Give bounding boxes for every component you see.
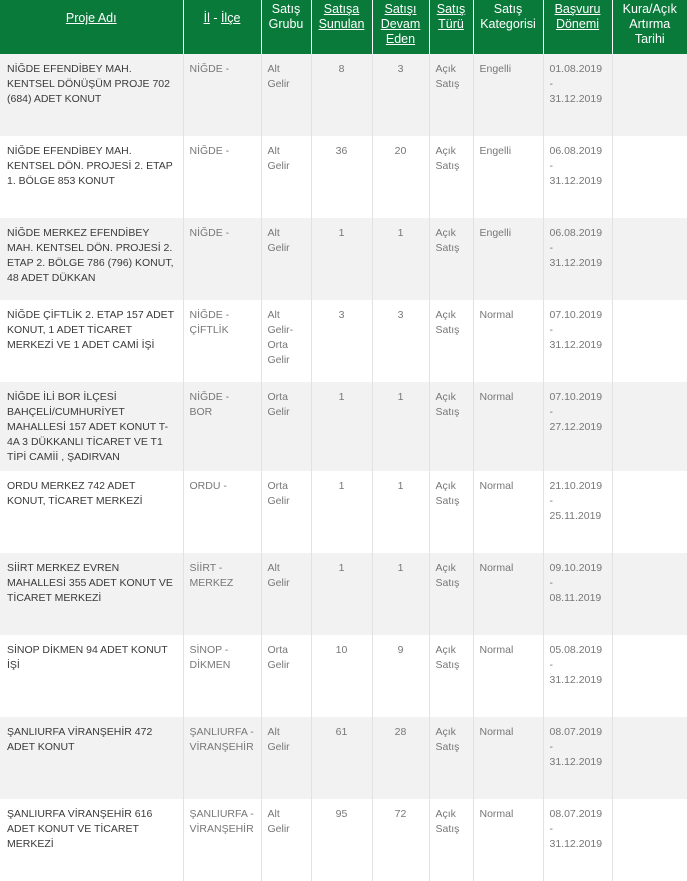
cell-project-name: NİĞDE İLİ BOR İLÇESİ BAHÇELİ/CUMHURİYET MAHALLESİ 157 ADET KONUT T-4A 3 DÜKKANLI TİCARET VE T1 TİPİ CAMİİ , ŞADIRVAN	[0, 382, 183, 471]
cell-sale-group: Alt Gelir	[261, 799, 311, 881]
cell-sale-group: Orta Gelir	[261, 382, 311, 471]
cell-application-period: 01.08.2019 - 31.12.2019	[543, 54, 612, 136]
cell-sale-type: Açık Satış	[429, 471, 473, 553]
cell-sale-category: Normal	[473, 799, 543, 881]
cell-sale-type: Açık Satış	[429, 553, 473, 635]
cell-continuing: 72	[372, 799, 429, 881]
column-header-sale-type[interactable]	[429, 0, 473, 54]
cell-sale-type: Açık Satış	[429, 54, 473, 136]
cell-continuing: 20	[372, 136, 429, 218]
cell-offered: 10	[311, 635, 372, 717]
table-body	[0, 54, 687, 881]
cell-sale-category: Normal	[473, 635, 543, 717]
cell-application-period: 05.08.2019 - 31.12.2019	[543, 635, 612, 717]
cell-lottery-date	[612, 300, 687, 382]
column-header-location	[183, 0, 261, 54]
cell-lottery-date	[612, 553, 687, 635]
cell-offered: 1	[311, 471, 372, 553]
cell-continuing: 9	[372, 635, 429, 717]
column-header-il[interactable]: İl	[203, 11, 210, 25]
cell-sale-type: Açık Satış	[429, 717, 473, 799]
cell-lottery-date	[612, 54, 687, 136]
column-header-label[interactable]: Başvuru Dönemi	[554, 2, 601, 31]
cell-application-period: 09.10.2019 - 08.11.2019	[543, 553, 612, 635]
cell-project-name: ŞANLIURFA VİRANŞEHİR 616 ADET KONUT VE TİCARET MERKEZİ	[0, 799, 183, 881]
cell-lottery-date	[612, 635, 687, 717]
cell-project-name: SİNOP DİKMEN 94 ADET KONUT İŞİ	[0, 635, 183, 717]
cell-lottery-date	[612, 799, 687, 881]
cell-application-period: 07.10.2019 - 27.12.2019	[543, 382, 612, 471]
table-row	[0, 136, 687, 218]
cell-location: ŞANLIURFA - VİRANŞEHİR	[183, 799, 261, 881]
cell-lottery-date	[612, 136, 687, 218]
cell-location: NİĞDE - BOR	[183, 382, 261, 471]
cell-project-name: NİĞDE EFENDİBEY MAH. KENTSEL DÖN. PROJESİ 2. ETAP 1. BÖLGE 853 KONUT	[0, 136, 183, 218]
cell-sale-category: Normal	[473, 300, 543, 382]
cell-sale-type: Açık Satış	[429, 635, 473, 717]
cell-project-name: NİĞDE ÇİFTLİK 2. ETAP 157 ADET KONUT, 1 ADET TİCARET MERKEZİ VE 1 ADET CAMİ İŞİ	[0, 300, 183, 382]
cell-sale-type: Açık Satış	[429, 300, 473, 382]
table-header	[0, 0, 687, 54]
cell-sale-category: Normal	[473, 553, 543, 635]
cell-lottery-date	[612, 471, 687, 553]
column-header-offered[interactable]	[311, 0, 372, 54]
column-header-label: Satış Kategorisi	[480, 2, 536, 31]
column-header-project-name[interactable]	[0, 0, 183, 54]
column-header-sale-group	[261, 0, 311, 54]
cell-offered: 1	[311, 382, 372, 471]
cell-offered: 8	[311, 54, 372, 136]
table-row	[0, 553, 687, 635]
cell-sale-category: Engelli	[473, 54, 543, 136]
cell-lottery-date	[612, 218, 687, 300]
cell-application-period: 21.10.2019 - 25.11.2019	[543, 471, 612, 553]
table-row	[0, 300, 687, 382]
column-header-ilce[interactable]: İlçe	[220, 11, 241, 25]
cell-application-period: 08.07.2019 - 31.12.2019	[543, 799, 612, 881]
column-header-label[interactable]: Proje Adı	[65, 11, 117, 25]
cell-offered: 36	[311, 136, 372, 218]
cell-continuing: 1	[372, 218, 429, 300]
cell-sale-type: Açık Satış	[429, 136, 473, 218]
cell-continuing: 1	[372, 382, 429, 471]
table-row	[0, 799, 687, 881]
table-row	[0, 717, 687, 799]
cell-continuing: 3	[372, 54, 429, 136]
cell-sale-group: Alt Gelir	[261, 136, 311, 218]
cell-sale-category: Engelli	[473, 136, 543, 218]
column-header-label: Satış Grubu	[268, 2, 304, 31]
column-header-label[interactable]: Satışa Sunulan	[318, 2, 365, 31]
column-header-continuing[interactable]	[372, 0, 429, 54]
cell-sale-group: Alt Gelir	[261, 553, 311, 635]
cell-sale-category: Normal	[473, 382, 543, 471]
cell-continuing: 28	[372, 717, 429, 799]
cell-sale-type: Açık Satış	[429, 218, 473, 300]
cell-sale-type: Açık Satış	[429, 382, 473, 471]
cell-sale-group: Alt Gelir-Orta Gelir	[261, 300, 311, 382]
cell-sale-type: Açık Satış	[429, 799, 473, 881]
table-row	[0, 54, 687, 136]
cell-sale-category: Engelli	[473, 218, 543, 300]
cell-application-period: 06.08.2019 - 31.12.2019	[543, 218, 612, 300]
cell-sale-group: Alt Gelir	[261, 717, 311, 799]
cell-location: NİĞDE - ÇİFTLİK	[183, 300, 261, 382]
column-header-sale-category	[473, 0, 543, 54]
column-header-label[interactable]: Satışı Devam Eden	[380, 2, 421, 46]
cell-application-period: 08.07.2019 - 31.12.2019	[543, 717, 612, 799]
cell-sale-group: Orta Gelir	[261, 635, 311, 717]
cell-location: NİĞDE -	[183, 218, 261, 300]
cell-application-period: 07.10.2019 - 31.12.2019	[543, 300, 612, 382]
cell-offered: 1	[311, 553, 372, 635]
cell-continuing: 1	[372, 553, 429, 635]
column-header-lottery-date	[612, 0, 687, 54]
cell-sale-category: Normal	[473, 717, 543, 799]
cell-offered: 95	[311, 799, 372, 881]
column-header-label: Kura/Açık Artırma Tarihi	[622, 2, 677, 46]
cell-continuing: 1	[372, 471, 429, 553]
cell-application-period: 06.08.2019 - 31.12.2019	[543, 136, 612, 218]
cell-sale-group: Orta Gelir	[261, 471, 311, 553]
table-row	[0, 218, 687, 300]
cell-lottery-date	[612, 382, 687, 471]
table-row	[0, 635, 687, 717]
column-header-label[interactable]: Satış Türü	[436, 2, 466, 31]
cell-location: SİİRT - MERKEZ	[183, 553, 261, 635]
column-header-separator: -	[209, 11, 221, 25]
cell-sale-category: Normal	[473, 471, 543, 553]
cell-location: NİĞDE -	[183, 136, 261, 218]
cell-location: NİĞDE -	[183, 54, 261, 136]
table-row	[0, 471, 687, 553]
cell-project-name: ŞANLIURFA VİRANŞEHİR 472 ADET KONUT	[0, 717, 183, 799]
cell-sale-group: Alt Gelir	[261, 54, 311, 136]
cell-project-name: NİĞDE EFENDİBEY MAH. KENTSEL DÖNÜŞÜM PROJE 702 (684) ADET KONUT	[0, 54, 183, 136]
cell-location: ŞANLIURFA - VİRANŞEHİR	[183, 717, 261, 799]
cell-offered: 61	[311, 717, 372, 799]
cell-location: ORDU -	[183, 471, 261, 553]
cell-offered: 3	[311, 300, 372, 382]
cell-sale-group: Alt Gelir	[261, 218, 311, 300]
cell-location: SİNOP - DİKMEN	[183, 635, 261, 717]
cell-project-name: NİĞDE MERKEZ EFENDİBEY MAH. KENTSEL DÖN. PROJESİ 2. ETAP 2. BÖLGE 786 (796) KONUT, 48 ADET DÜKKAN	[0, 218, 183, 300]
cell-offered: 1	[311, 218, 372, 300]
table-row	[0, 382, 687, 471]
cell-project-name: ORDU MERKEZ 742 ADET KONUT, TİCARET MERKEZİ	[0, 471, 183, 553]
cell-lottery-date	[612, 717, 687, 799]
column-header-application-period[interactable]	[543, 0, 612, 54]
cell-continuing: 3	[372, 300, 429, 382]
cell-project-name: SİİRT MERKEZ EVREN MAHALLESİ 355 ADET KONUT VE TİCARET MERKEZİ	[0, 553, 183, 635]
